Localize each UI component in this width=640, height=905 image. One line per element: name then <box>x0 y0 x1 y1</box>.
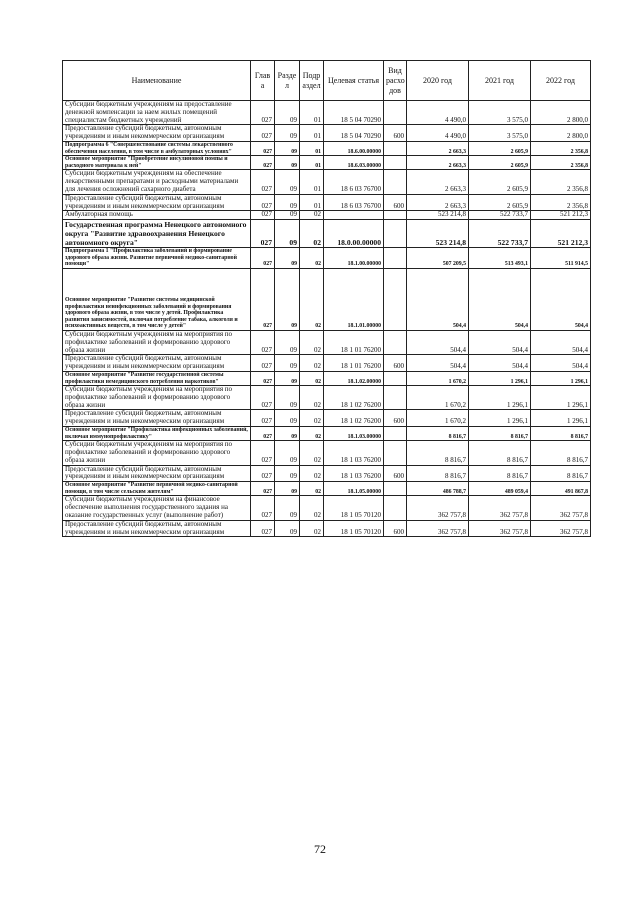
cell-section: 09 <box>275 268 300 330</box>
cell-year-2022: 2 356,8 <box>531 170 591 194</box>
table-row <box>63 427 591 441</box>
cell-subsection: 02 <box>300 441 324 465</box>
cell-subsection: 02 <box>300 248 324 269</box>
table-row <box>63 141 591 155</box>
cell-year-2021: 362 757,8 <box>469 496 531 520</box>
table-row <box>63 520 591 537</box>
cell-name: Предоставление субсидий бюджетным, автономным учреждениям и иным некоммерческим организациям <box>63 520 251 537</box>
cell-name: Субсидии бюджетным учреждениям на обеспечение лекарственными препаратами и расходными материалами для лечения осложнений сахарного диабета <box>63 170 251 194</box>
cell-expense-type <box>384 101 407 125</box>
cell-name: Субсидии бюджетным учреждениям на финансовое обеспечение выполнения государственного задания на оказание государственных услуг (выполнение работ) <box>63 496 251 520</box>
cell-year-2022: 362 757,8 <box>531 520 591 537</box>
table-row <box>63 170 591 194</box>
cell-section: 09 <box>275 125 300 142</box>
cell-chapter: 027 <box>251 125 275 142</box>
cell-section: 09 <box>275 330 300 354</box>
cell-expense-type <box>384 220 407 248</box>
cell-year-2021: 2 605,9 <box>469 170 531 194</box>
cell-expense-type <box>384 496 407 520</box>
table-row <box>63 156 591 170</box>
table-row <box>63 125 591 142</box>
cell-year-2020: 2 663,3 <box>407 156 469 170</box>
cell-name: Основное мероприятие "Приобретение инсулиновой помпы и расходного материала к ней" <box>63 156 251 170</box>
cell-target-item: 18 5 04 70290 <box>324 101 384 125</box>
cell-year-2020: 362 757,8 <box>407 496 469 520</box>
cell-year-2021: 2 605,9 <box>469 141 531 155</box>
cell-year-2020: 8 816,7 <box>407 465 469 482</box>
cell-expense-type <box>384 170 407 194</box>
cell-section: 09 <box>275 141 300 155</box>
cell-target-item <box>324 211 384 220</box>
cell-year-2021: 3 575,0 <box>469 101 531 125</box>
cell-expense-type: 600 <box>384 465 407 482</box>
cell-target-item: 18 1 02 76200 <box>324 386 384 410</box>
cell-year-2022: 521 212,3 <box>531 220 591 248</box>
cell-year-2020: 507 209,5 <box>407 248 469 269</box>
header-section: Разде л <box>275 61 300 101</box>
cell-subsection: 01 <box>300 156 324 170</box>
cell-chapter: 027 <box>251 156 275 170</box>
cell-name: Субсидии бюджетным учреждениям на мероприятия по профилактике заболеваний и формированию здорового образа жизни <box>63 386 251 410</box>
cell-subsection: 02 <box>300 386 324 410</box>
cell-target-item: 18 1 05 70120 <box>324 520 384 537</box>
cell-year-2020: 8 816,7 <box>407 441 469 465</box>
cell-year-2020: 4 490,0 <box>407 125 469 142</box>
cell-chapter: 027 <box>251 371 275 385</box>
cell-expense-type: 600 <box>384 355 407 372</box>
cell-expense-type <box>384 268 407 330</box>
cell-chapter: 027 <box>251 482 275 496</box>
cell-year-2020: 504,4 <box>407 330 469 354</box>
cell-subsection: 01 <box>300 101 324 125</box>
cell-chapter: 027 <box>251 427 275 441</box>
header-year-2022: 2022 год <box>531 61 591 101</box>
cell-subsection: 02 <box>300 355 324 372</box>
cell-year-2020: 2 663,3 <box>407 170 469 194</box>
cell-expense-type <box>384 427 407 441</box>
cell-chapter: 027 <box>251 410 275 427</box>
cell-year-2022: 2 800,0 <box>531 101 591 125</box>
cell-name: Субсидии бюджетным учреждениям на предоставление денежной компенсации за наем жилых помещений специалистам бюджетных учреждений <box>63 101 251 125</box>
cell-year-2020: 1 670,2 <box>407 371 469 385</box>
header-subsection: Подр аздел <box>300 61 324 101</box>
cell-chapter: 027 <box>251 220 275 248</box>
cell-year-2022: 1 296,1 <box>531 371 591 385</box>
table-row <box>63 194 591 211</box>
cell-chapter: 027 <box>251 465 275 482</box>
cell-name: Основное мероприятие "Профилактика инфекционных заболеваний, включая иммунопрофилактику" <box>63 427 251 441</box>
cell-section: 09 <box>275 211 300 220</box>
cell-section: 09 <box>275 441 300 465</box>
cell-year-2021: 489 059,4 <box>469 482 531 496</box>
table-row <box>63 268 591 330</box>
header-chapter: Глав а <box>251 61 275 101</box>
table-row <box>63 371 591 385</box>
cell-year-2022: 2 356,8 <box>531 141 591 155</box>
cell-year-2021: 1 296,1 <box>469 386 531 410</box>
header-year-2021: 2021 год <box>469 61 531 101</box>
cell-name: Предоставление субсидий бюджетным, автономным учреждениям и иным некоммерческим организациям <box>63 194 251 211</box>
cell-target-item: 18.1.02.00000 <box>324 371 384 385</box>
cell-chapter: 027 <box>251 248 275 269</box>
cell-year-2021: 362 757,8 <box>469 520 531 537</box>
cell-year-2020: 2 663,3 <box>407 141 469 155</box>
cell-section: 09 <box>275 427 300 441</box>
cell-expense-type <box>384 156 407 170</box>
cell-subsection: 02 <box>300 520 324 537</box>
cell-year-2021: 3 575,0 <box>469 125 531 142</box>
cell-name: Основное мероприятие "Развитие первичной медико-санитарной помощи, в том числе сельским жителям" <box>63 482 251 496</box>
header-expense-type: Вид расхо дов <box>384 61 407 101</box>
table-row <box>63 355 591 372</box>
cell-year-2021: 2 605,9 <box>469 194 531 211</box>
cell-target-item: 18 1 02 76200 <box>324 410 384 427</box>
cell-name: Подпрограмма 6 "Совершенствование системы лекарственного обеспечения населения, в том числе в амбулаторных условиях" <box>63 141 251 155</box>
cell-section: 09 <box>275 194 300 211</box>
cell-expense-type <box>384 141 407 155</box>
cell-chapter: 027 <box>251 441 275 465</box>
cell-name: Субсидии бюджетным учреждениям на мероприятия по профилактике заболеваний и формированию здорового образа жизни <box>63 441 251 465</box>
cell-year-2022: 2 356,8 <box>531 156 591 170</box>
cell-expense-type <box>384 330 407 354</box>
cell-target-item: 18 1 03 76200 <box>324 441 384 465</box>
header-target-item: Целевая статья <box>324 61 384 101</box>
cell-target-item: 18.1.03.00000 <box>324 427 384 441</box>
cell-year-2021: 2 605,9 <box>469 156 531 170</box>
cell-subsection: 01 <box>300 125 324 142</box>
cell-chapter: 027 <box>251 355 275 372</box>
cell-section: 09 <box>275 101 300 125</box>
table-row <box>63 211 591 220</box>
cell-section: 09 <box>275 496 300 520</box>
cell-target-item: 18 1 05 70120 <box>324 496 384 520</box>
cell-year-2020: 504,4 <box>407 355 469 372</box>
cell-expense-type: 600 <box>384 125 407 142</box>
cell-year-2020: 523 214,8 <box>407 211 469 220</box>
cell-year-2022: 8 816,7 <box>531 427 591 441</box>
cell-chapter: 027 <box>251 141 275 155</box>
cell-name: Основное мероприятие "Развитие системы медицинской профилактики неинфекционных заболеваний и формирования здорового образа жизни, в том числе у детей. Профилактика развития зависимостей, включая потребление табака, алкоголя и психоактивных веществ, в том числе у детей" <box>63 268 251 330</box>
table-row <box>63 101 591 125</box>
cell-year-2021: 1 296,1 <box>469 371 531 385</box>
cell-expense-type <box>384 386 407 410</box>
cell-chapter: 027 <box>251 211 275 220</box>
cell-target-item: 18.0.00.00000 <box>324 220 384 248</box>
cell-name: Предоставление субсидий бюджетным, автономным учреждениям и иным некоммерческим организациям <box>63 410 251 427</box>
cell-expense-type: 600 <box>384 520 407 537</box>
cell-name: Подпрограмма 1 "Профилактика заболеваний и формирование здорового образа жизни. Развитие первичной медико-санитарной помощи" <box>63 248 251 269</box>
cell-expense-type <box>384 371 407 385</box>
table-row <box>63 410 591 427</box>
table-row <box>63 441 591 465</box>
cell-year-2022: 362 757,8 <box>531 496 591 520</box>
cell-year-2020: 4 490,0 <box>407 101 469 125</box>
cell-expense-type <box>384 441 407 465</box>
cell-year-2021: 513 493,1 <box>469 248 531 269</box>
cell-target-item: 18.6.03.00000 <box>324 156 384 170</box>
cell-section: 09 <box>275 170 300 194</box>
cell-year-2022: 511 914,5 <box>531 248 591 269</box>
cell-subsection: 02 <box>300 371 324 385</box>
cell-year-2022: 2 800,0 <box>531 125 591 142</box>
cell-subsection: 02 <box>300 220 324 248</box>
table-row <box>63 496 591 520</box>
table-row <box>63 482 591 496</box>
cell-section: 09 <box>275 355 300 372</box>
cell-subsection: 02 <box>300 427 324 441</box>
cell-section: 09 <box>275 386 300 410</box>
cell-chapter: 027 <box>251 101 275 125</box>
cell-subsection: 02 <box>300 268 324 330</box>
cell-target-item: 18 6 03 76700 <box>324 194 384 211</box>
cell-section: 09 <box>275 371 300 385</box>
cell-year-2022: 504,4 <box>531 355 591 372</box>
cell-section: 09 <box>275 482 300 496</box>
cell-name: Государственная программа Ненецкого автономного округа "Развитие здравоохранения Ненецкого автономного округа" <box>63 220 251 248</box>
cell-year-2022: 1 296,1 <box>531 386 591 410</box>
cell-subsection: 02 <box>300 330 324 354</box>
cell-year-2021: 8 816,7 <box>469 441 531 465</box>
cell-chapter: 027 <box>251 330 275 354</box>
cell-year-2020: 8 816,7 <box>407 427 469 441</box>
cell-section: 09 <box>275 465 300 482</box>
cell-year-2022: 8 816,7 <box>531 441 591 465</box>
cell-section: 09 <box>275 220 300 248</box>
cell-name: Субсидии бюджетным учреждениям на мероприятия по профилактике заболеваний и формированию здорового образа жизни <box>63 330 251 354</box>
table-row <box>63 220 591 248</box>
cell-year-2022: 2 356,8 <box>531 194 591 211</box>
cell-target-item: 18.1.00.00000 <box>324 248 384 269</box>
cell-year-2022: 504,4 <box>531 268 591 330</box>
cell-year-2021: 504,4 <box>469 355 531 372</box>
cell-year-2020: 486 788,7 <box>407 482 469 496</box>
cell-target-item: 18 1 01 76200 <box>324 355 384 372</box>
header-name: Наименование <box>63 61 251 101</box>
cell-section: 09 <box>275 520 300 537</box>
cell-name: Амбулаторная помощь <box>63 211 251 220</box>
cell-target-item: 18.1.01.00000 <box>324 268 384 330</box>
cell-subsection: 01 <box>300 170 324 194</box>
header-year-2020: 2020 год <box>407 61 469 101</box>
cell-section: 09 <box>275 410 300 427</box>
cell-target-item: 18.1.05.00000 <box>324 482 384 496</box>
cell-target-item: 18 1 01 76200 <box>324 330 384 354</box>
cell-section: 09 <box>275 156 300 170</box>
cell-year-2022: 8 816,7 <box>531 465 591 482</box>
cell-expense-type: 600 <box>384 194 407 211</box>
cell-year-2022: 491 867,8 <box>531 482 591 496</box>
cell-target-item: 18 1 03 76200 <box>324 465 384 482</box>
cell-expense-type: 600 <box>384 410 407 427</box>
cell-subsection: 02 <box>300 496 324 520</box>
cell-target-item: 18 5 04 70290 <box>324 125 384 142</box>
page-number: 72 <box>314 842 326 856</box>
cell-name: Предоставление субсидий бюджетным, автономным учреждениям и иным некоммерческим организациям <box>63 465 251 482</box>
cell-year-2020: 1 670,2 <box>407 386 469 410</box>
cell-year-2022: 1 296,1 <box>531 410 591 427</box>
cell-chapter: 027 <box>251 386 275 410</box>
cell-chapter: 027 <box>251 520 275 537</box>
cell-year-2021: 8 816,7 <box>469 427 531 441</box>
budget-table <box>62 60 591 537</box>
cell-subsection: 01 <box>300 141 324 155</box>
table-row <box>63 248 591 269</box>
cell-subsection: 02 <box>300 211 324 220</box>
cell-subsection: 01 <box>300 194 324 211</box>
table-row <box>63 386 591 410</box>
cell-year-2021: 504,4 <box>469 330 531 354</box>
cell-year-2022: 504,4 <box>531 330 591 354</box>
cell-year-2020: 362 757,8 <box>407 520 469 537</box>
cell-year-2021: 8 816,7 <box>469 465 531 482</box>
table-row <box>63 465 591 482</box>
cell-expense-type <box>384 482 407 496</box>
cell-subsection: 02 <box>300 410 324 427</box>
cell-target-item: 18.6.00.00000 <box>324 141 384 155</box>
cell-year-2021: 504,4 <box>469 268 531 330</box>
cell-section: 09 <box>275 248 300 269</box>
cell-expense-type <box>384 248 407 269</box>
cell-expense-type <box>384 211 407 220</box>
cell-target-item: 18 6 03 76700 <box>324 170 384 194</box>
cell-year-2021: 522 733,7 <box>469 220 531 248</box>
cell-year-2021: 1 296,1 <box>469 410 531 427</box>
cell-year-2020: 2 663,3 <box>407 194 469 211</box>
cell-chapter: 027 <box>251 170 275 194</box>
cell-chapter: 027 <box>251 194 275 211</box>
table-header-row <box>63 61 591 101</box>
cell-year-2021: 522 733,7 <box>469 211 531 220</box>
cell-name: Основное мероприятие "Развитие государственной системы профилактики немедицинского потребления наркотиков" <box>63 371 251 385</box>
cell-chapter: 027 <box>251 268 275 330</box>
cell-subsection: 02 <box>300 482 324 496</box>
cell-year-2022: 521 212,3 <box>531 211 591 220</box>
cell-year-2020: 523 214,8 <box>407 220 469 248</box>
cell-name: Предоставление субсидий бюджетным, автономным учреждениям и иным некоммерческим организациям <box>63 125 251 142</box>
cell-name: Предоставление субсидий бюджетным, автономным учреждениям и иным некоммерческим организациям <box>63 355 251 372</box>
cell-chapter: 027 <box>251 496 275 520</box>
cell-year-2020: 504,4 <box>407 268 469 330</box>
table-row <box>63 330 591 354</box>
cell-subsection: 02 <box>300 465 324 482</box>
cell-year-2020: 1 670,2 <box>407 410 469 427</box>
